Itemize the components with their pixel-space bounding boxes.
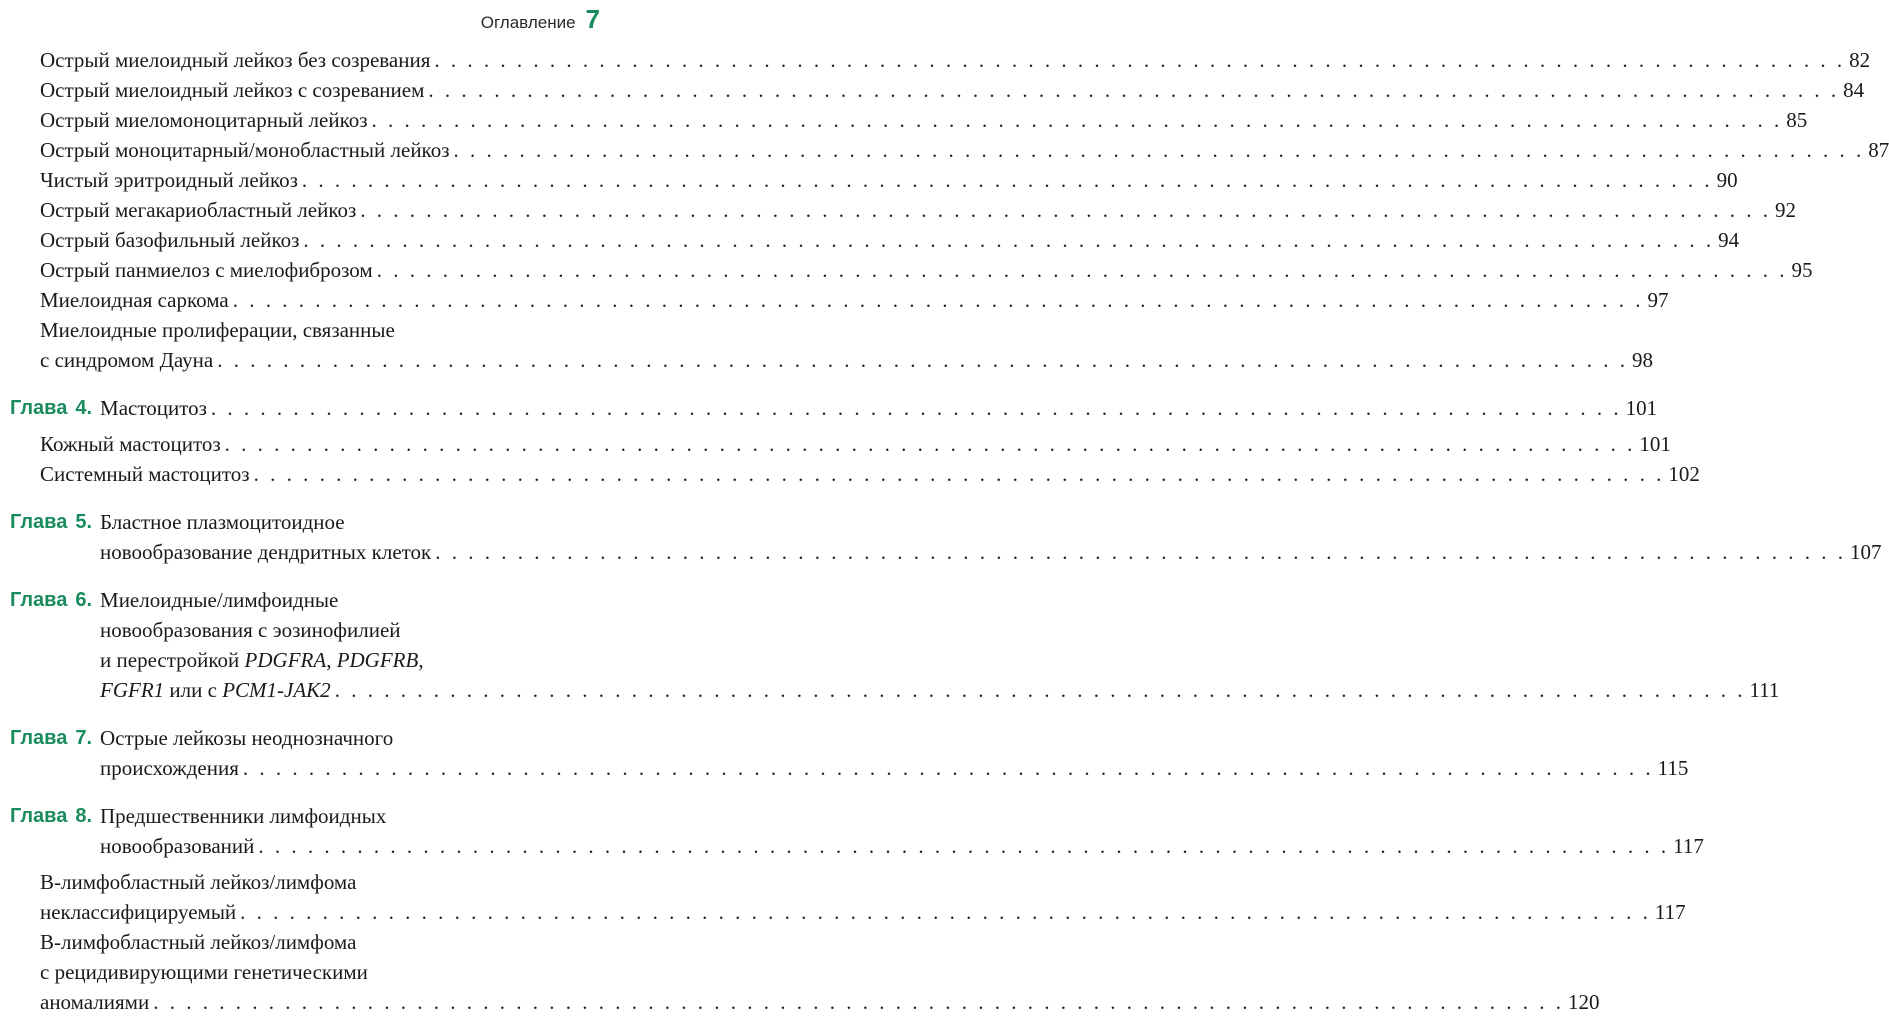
page-ref: 94 [1718, 228, 1740, 252]
page-ref: 101 [1625, 396, 1658, 420]
page-ref: 97 [1647, 288, 1669, 312]
chapter-8[interactable]: Глава 8. Предшественники лимфоидных новообразований . . . 117 [0, 801, 600, 861]
leader-dots [225, 429, 1636, 459]
section-title: Оглавление [480, 13, 576, 32]
page-ref: 92 [1775, 198, 1797, 222]
running-head [481, 6, 600, 33]
toc-entry[interactable]: В-лимфобластный лейкоз/лимфома с рецидивирующими генетическими аномалиями . . . 120 [40, 927, 600, 1017]
leader-dots [335, 675, 1746, 705]
page-ref: 84 [1843, 78, 1865, 102]
leader-dots [377, 255, 1788, 285]
page-ref: 82 [1849, 48, 1871, 72]
toc-entry[interactable]: Острый моноцитарный/монобластный лейкоз . . . 87 [40, 135, 600, 165]
leader-dots [254, 459, 1665, 489]
chapter-label: Глава 6. [10, 589, 93, 611]
page-ref: 102 [1668, 462, 1700, 486]
chapter-label: Глава 5. [10, 511, 93, 533]
leader-dots [428, 75, 1839, 105]
leader-dots [233, 285, 1644, 315]
toc-entry[interactable]: Миелоидная саркома . . . 97 [40, 285, 600, 315]
toc-entry[interactable]: Острый базофильный лейкоз . . . 94 [40, 225, 600, 255]
page-ref: 98 [1631, 348, 1653, 372]
toc-entry[interactable]: В-лимфобластный лейкоз/лимфома неклассифицируемый . . . 117 [40, 867, 600, 927]
toc-entry[interactable]: Чистый эритроидный лейкоз . . . 90 [40, 165, 600, 195]
chapter-6[interactable]: Глава 6. Миелоидные/лимфоидные новообразования с эозинофилией и перестройкой PDGFRA, PDGFRB, FGFR1 или с PCM1-JAK2 . . . 111 [0, 585, 600, 705]
toc-entry[interactable]: Острый миелоидный лейкоз без созревания . . . 82 [40, 45, 600, 75]
chapter-title: Острые лейкозы неоднозначного [100, 726, 394, 750]
leader-dots [372, 105, 1783, 135]
chapter-label: Глава 4. [10, 397, 93, 419]
toc-entry[interactable]: Острый миелоидный лейкоз с созреванием . . . 84 [40, 75, 600, 105]
leader-dots [153, 987, 1564, 1017]
leader-dots [211, 393, 1622, 423]
toc-entry[interactable]: Острый мегакариобластный лейкоз . . . 92 [40, 195, 600, 225]
leader-dots [302, 165, 1713, 195]
page-ref: 115 [1657, 756, 1689, 780]
leader-dots [240, 897, 1651, 927]
leader-dots [217, 345, 1628, 375]
page-ref: 107 [1850, 540, 1882, 564]
page-ref: 111 [1749, 678, 1780, 702]
toc-entry[interactable]: Острый миеломоноцитарный лейкоз . . . 85 [40, 105, 600, 135]
page-ref: 85 [1786, 108, 1808, 132]
table-of-contents [0, 45, 1889, 1017]
leader-dots [360, 195, 1771, 225]
page-number: 7 [585, 4, 600, 34]
toc-entry[interactable]: Системный мастоцитоз . . . 102 [40, 459, 600, 489]
page-ref: 90 [1716, 168, 1738, 192]
toc-entry[interactable]: Острый панмиелоз с миелофиброзом . . . 95 [40, 255, 600, 285]
leader-dots [243, 753, 1654, 783]
page-ref: 95 [1791, 258, 1813, 282]
page-ref: 101 [1639, 432, 1671, 456]
leader-dots [434, 45, 1845, 75]
page-ref: 117 [1654, 900, 1686, 924]
chapter-5[interactable]: Глава 5. Бластное плазмоцитоидное новообразование дендритных клеток . . . 107 [0, 507, 600, 567]
leader-dots [435, 537, 1846, 567]
chapter-title: Предшественники лимфоидных [100, 804, 387, 828]
chapter-title: Бластное плазмоцитоидное [100, 510, 345, 534]
chapter-label: Глава 8. [10, 805, 93, 827]
chapter-title: Миелоидные/лимфоидные [100, 588, 339, 612]
page-ref: 87 [1868, 138, 1889, 162]
page-ref: 117 [1673, 834, 1704, 858]
leader-dots [303, 225, 1714, 255]
chapter-label: Глава 7. [10, 727, 93, 749]
leader-dots [258, 831, 1669, 861]
toc-entry[interactable]: Кожный мастоцитоз . . . 101 [40, 429, 600, 459]
toc-entry[interactable]: Миелоидные пролиферации, связанные с синдромом Дауна . . . 98 [40, 315, 600, 375]
leader-dots [454, 135, 1865, 165]
page-ref: 120 [1567, 990, 1600, 1014]
chapter-7[interactable]: Глава 7. Острые лейкозы неоднозначного происхождения . . . 115 [0, 723, 600, 783]
chapter-title: Мастоцитоз [100, 396, 207, 420]
chapter-4[interactable] [0, 393, 1658, 423]
